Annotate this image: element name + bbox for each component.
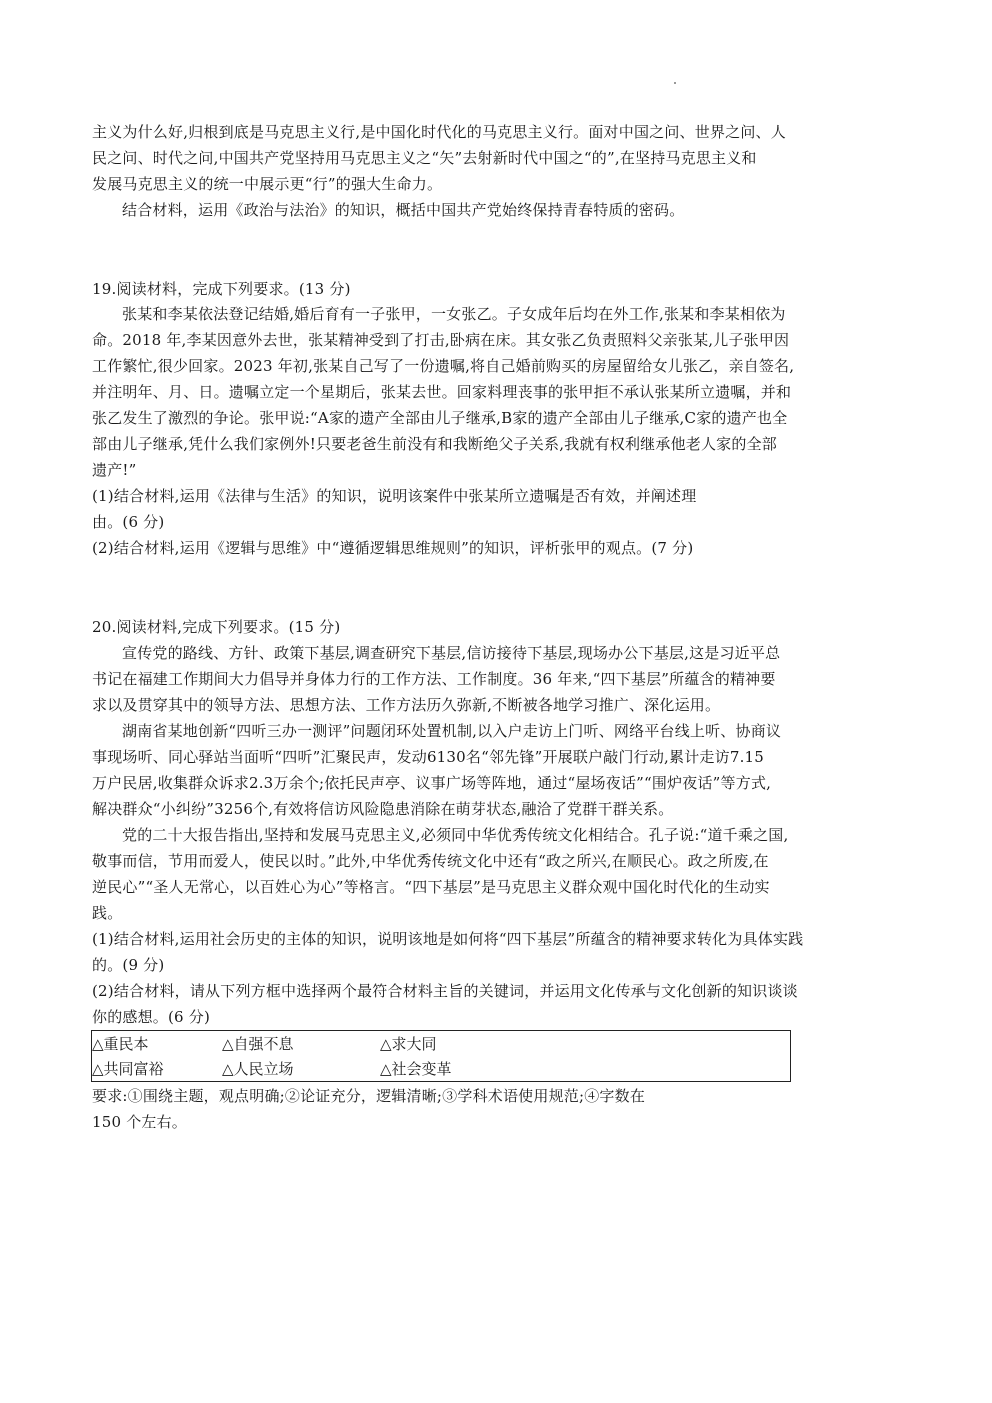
keyword: △人民立场 [222, 1060, 294, 1078]
keyword: △重民本 [92, 1035, 149, 1053]
q20-para1-line: 宣传党的路线、方针、政策下基层,调查研究下基层,信访接待下基层,现场办公下基层,这是习近平总 [122, 644, 781, 662]
intro-line-1: 主义为什么好,归根到底是马克思主义行,是中国化时代化的马克思主义行。面对中国之问、世界之问、人 [92, 123, 786, 141]
q19-material-line: 张某和李某依法登记结婚,婚后育有一子张甲，一女张乙。子女成年后均在外工作,张某和李某相依为 [122, 305, 786, 323]
intro-task: 结合材料，运用《政治与法治》的知识，概括中国共产党始终保持青春特质的密码。 [122, 201, 685, 219]
q20-para1-line: 求以及贯穿其中的领导方法、思想方法、工作方法历久弥新,不断被各地学习推广、深化运用。 [92, 696, 721, 714]
q20-sub1: (1)结合材料,运用社会历史的主体的知识，说明该地是如何将“四下基层”所蕴含的精神要求转化为具体实践 [92, 930, 804, 948]
keyword: △社会变革 [380, 1060, 452, 1078]
keyword: △求大同 [380, 1035, 437, 1053]
keyword-box [91, 1030, 791, 1082]
intro-line-2: 民之问、时代之问,中国共产党坚持用马克思主义之“矢”去射新时代中国之“的”,在坚持马克思主义和 [92, 149, 757, 167]
q20-para2-line: 湖南省某地创新“四听三办一测评”问题闭环处置机制,以入户走访上门听、网络平台线上听、协商议 [122, 722, 782, 740]
q19-material-line: 部由儿子继承,凭什么我们家例外!只要老爸生前没有和我断绝父子关系,我就有权利继承他老人家的全部 [92, 435, 777, 453]
q20-para2-line: 万户民居,收集群众诉求2.3万余个;依托民声亭、议事广场等阵地，通过“屋场夜话”“围炉夜话”等方式, [92, 774, 772, 792]
q19-material-line: 并注明年、月、日。遗嘱立定一个星期后，张某去世。回家料理丧事的张甲拒不承认张某所立遗嘱，并和 [92, 383, 792, 401]
q20-sub1-cont: 的。(9 分) [92, 956, 165, 974]
keyword: △自强不息 [222, 1035, 294, 1053]
q20-para3-line: 践。 [92, 904, 123, 922]
q20-para1-line: 书记在福建工作期间大力倡导并身体力行的工作方法、工作制度。36 年来,“四下基层”所蕴含的精神要 [92, 670, 776, 688]
q20-para3-line: 逆民心”“圣人无常心，以百姓心为心”等格言。“四下基层”是马克思主义群众观中国化时代化的生动实 [92, 878, 770, 896]
intro-line-3: 发展马克思主义的统一中展示更“行”的强大生命力。 [92, 175, 443, 193]
q20-sub2-cont: 你的感想。(6 分) [92, 1008, 211, 1026]
q20-para3-line: 党的二十大报告指出,坚持和发展马克思主义,必须同中华优秀传统文化相结合。孔子说:“道千乘之国, [122, 826, 789, 844]
q20-para3-line: 敬事而信，节用而爱人，使民以时。”此外,中华优秀传统文化中还有“政之所兴,在顺民心。政之所废,在 [92, 852, 769, 870]
q19-sub1-cont: 由。(6 分) [92, 513, 165, 531]
q19-material-line: 命。2018 年,李某因意外去世，张某精神受到了打击,卧病在床。其女张乙负责照料父亲张某,儿子张甲因 [92, 331, 790, 349]
q19-material-line: 工作繁忙,很少回家。2023 年初,张某自己写了一份遗嘱,将自己婚前购买的房屋留给女儿张乙，亲自签名, [92, 357, 795, 375]
q20-para2-line: 事现场听、同心驿站当面听“四听”汇聚民声，发动6130名“邻先锋”开展联户敲门行动,累计走访7.15 [92, 748, 765, 766]
q20-heading: 20.阅读材料,完成下列要求。(15 分) [92, 618, 341, 636]
keyword: △共同富裕 [92, 1060, 164, 1078]
q19-sub1: (1)结合材料,运用《法律与生活》的知识，说明该案件中张某所立遗嘱是否有效，并阐述理 [92, 487, 697, 505]
q19-material-line: 遗产!” [92, 461, 137, 479]
q19-sub2: (2)结合材料,运用《逻辑与思维》中“遵循逻辑思维规则”的知识，评析张甲的观点。(7 分) [92, 539, 694, 557]
q19-heading: 19.阅读材料，完成下列要求。(13 分) [92, 280, 351, 298]
q20-sub2: (2)结合材料，请从下列方框中选择两个最符合材料主旨的关键词，并运用文化传承与文化创新的知识谈谈 [92, 982, 798, 1000]
q20-para2-line: 解决群众“小纠纷”3256个,有效将信访风险隐患消除在萌芽状态,融洽了党群干群关系。 [92, 800, 674, 818]
requirement-cont: 150 个左右。 [92, 1113, 187, 1131]
requirement: 要求:①围绕主题，观点明确;②论证充分，逻辑清晰;③学科术语使用规范;④字数在 [92, 1087, 646, 1105]
q19-material-line: 张乙发生了激烈的争论。张甲说:“A家的遗产全部由儿子继承,B家的遗产全部由儿子继承,C家的遗产也全 [92, 409, 788, 427]
scan-speck [674, 82, 676, 84]
